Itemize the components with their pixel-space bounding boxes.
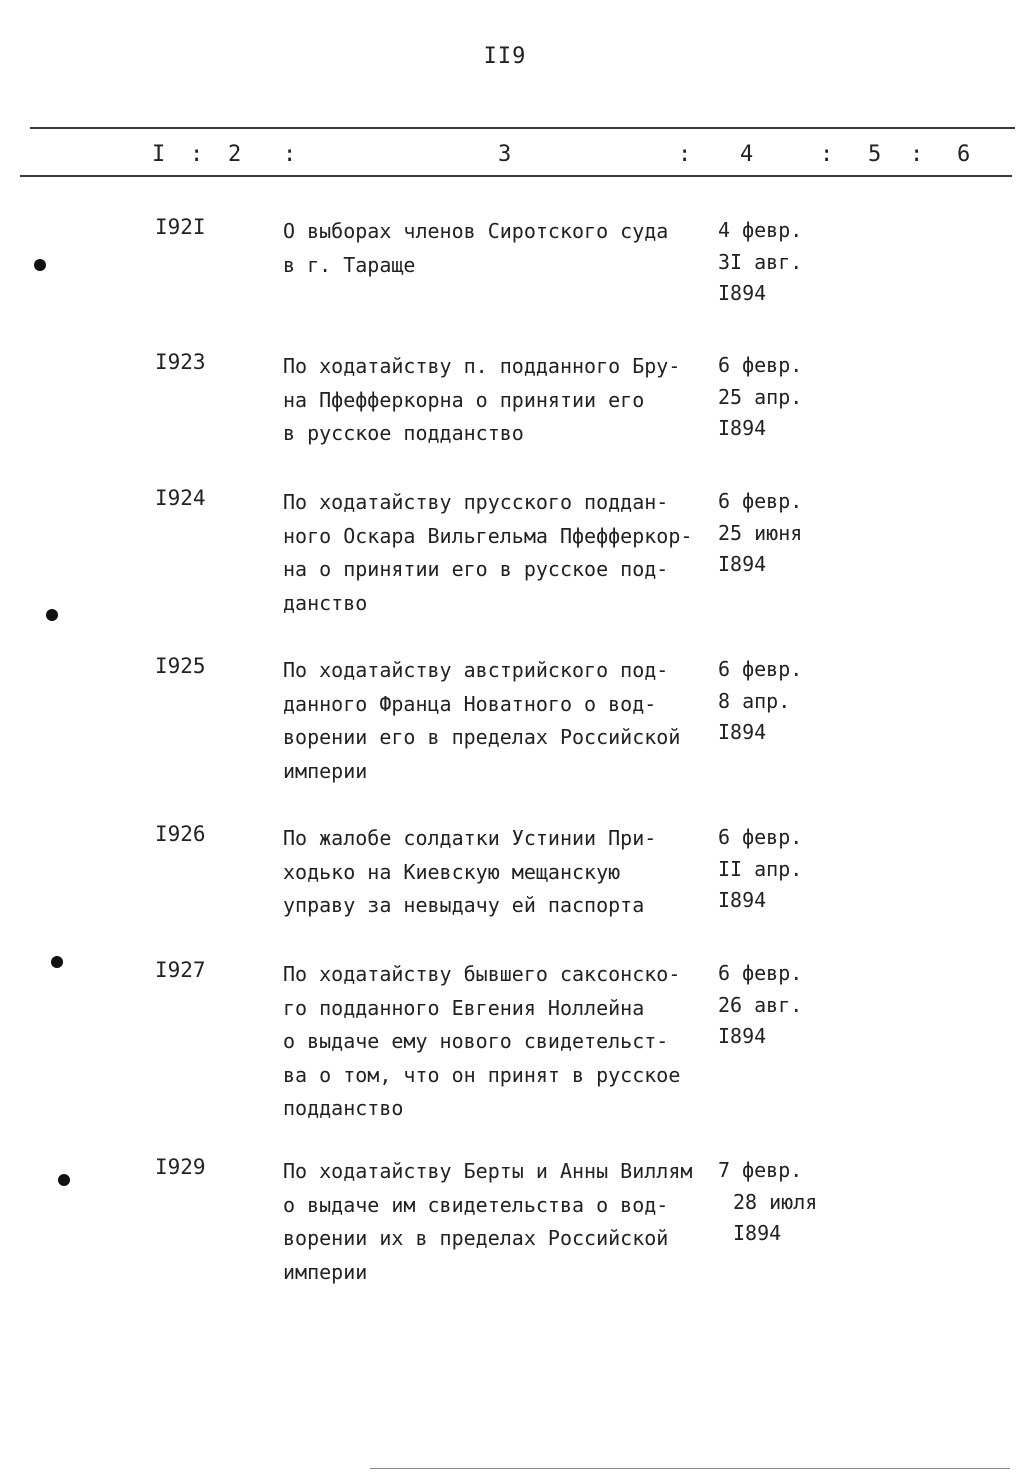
- entry-dates: [718, 486, 828, 581]
- entry-description: [283, 486, 723, 620]
- entry-dates: [718, 654, 828, 749]
- description-line: ворении их в пределах Российской: [283, 1226, 669, 1250]
- date-year: I894: [733, 1221, 782, 1245]
- date-end: 25 июня: [718, 520, 803, 545]
- entry-description: [283, 654, 723, 788]
- description-line: в русское подданство: [283, 421, 524, 445]
- entry-number: I927: [155, 958, 206, 982]
- description-line: По ходатайству австрийского под-: [283, 658, 669, 682]
- header-col-2: 2: [228, 142, 242, 167]
- header-col-6: 6: [957, 142, 971, 167]
- date-year: I894: [718, 1024, 767, 1048]
- date-start: 6 февр.: [718, 961, 803, 985]
- punch-hole: [51, 956, 63, 968]
- description-line: управу за невыдачу ей паспорта: [283, 893, 645, 917]
- date-start: 6 февр.: [718, 657, 803, 681]
- date-year: I894: [718, 888, 767, 912]
- date-end: 26 авг.: [718, 992, 803, 1017]
- description-line: По ходатайству бывшего саксонско-: [283, 962, 681, 986]
- description-line: ного Оскара Вильгельма Пфефферкор-: [283, 523, 693, 548]
- date-start: 6 февр.: [718, 825, 803, 849]
- date-start: 6 февр.: [718, 353, 803, 377]
- entry-number: I925: [155, 654, 206, 678]
- description-line: ходько на Киевскую мещанскую: [283, 859, 621, 884]
- header-sep: :: [190, 142, 204, 167]
- entry-number: I924: [155, 486, 206, 510]
- description-line: империи: [283, 758, 368, 783]
- entry-description: [283, 1155, 723, 1289]
- header-sep: :: [820, 142, 834, 167]
- entry-dates: [718, 350, 828, 445]
- date-end: 8 апр.: [718, 688, 791, 713]
- description-line: империи: [283, 1259, 368, 1284]
- entry-dates: [718, 1155, 843, 1250]
- description-line: на о принятии его в русское под-: [283, 557, 669, 581]
- entry-dates: [718, 215, 828, 310]
- date-year: I894: [718, 281, 767, 305]
- punch-hole: [58, 1174, 70, 1186]
- date-year: I894: [718, 416, 767, 440]
- entry-description: [283, 958, 723, 1126]
- date-year: I894: [718, 720, 767, 744]
- description-line: ва о том, что он принят в русское: [283, 1062, 681, 1087]
- description-line: ворении его в пределах Российской: [283, 725, 681, 749]
- date-end: 28 июля: [733, 1189, 818, 1214]
- description-line: о выдаче ему нового свидетельст-: [283, 1029, 669, 1053]
- description-line: в г. Тараще: [283, 252, 416, 277]
- date-year: I894: [718, 552, 767, 576]
- header-col-5: 5: [868, 142, 882, 167]
- header-col-1: I: [152, 142, 166, 167]
- description-line: По ходатайству п. подданного Бру-: [283, 354, 681, 378]
- description-line: По ходатайству прусского поддан-: [283, 490, 669, 514]
- description-line: на Пфефферкорна о принятии его: [283, 387, 645, 412]
- header-sep: :: [910, 142, 924, 167]
- punch-hole: [34, 259, 46, 271]
- punch-hole: [46, 609, 58, 621]
- date-start: 7 февр.: [718, 1158, 803, 1182]
- bottom-edge-rule: [370, 1468, 1010, 1469]
- entry-number: I929: [155, 1155, 206, 1179]
- description-line: По ходатайству Берты и Анны Виллям: [283, 1159, 693, 1183]
- entry-dates: [718, 822, 828, 917]
- entry-number: I923: [155, 350, 206, 374]
- date-start: 6 февр.: [718, 489, 803, 513]
- description-line: По жалобе солдатки Устинии При-: [283, 826, 657, 850]
- date-end: 25 апр.: [718, 384, 803, 409]
- header-sep: :: [283, 142, 297, 167]
- header-sep: :: [678, 142, 692, 167]
- header-col-4: 4: [740, 142, 754, 167]
- description-line: го подданного Евгения Ноллейна: [283, 995, 645, 1020]
- entry-number: I92I: [155, 215, 206, 239]
- page-number: II9: [483, 44, 527, 69]
- entry-number: I926: [155, 822, 206, 846]
- header-col-3: 3: [498, 142, 512, 167]
- entry-description: [283, 822, 723, 923]
- description-line: подданство: [283, 1096, 404, 1120]
- date-end: II апр.: [718, 856, 803, 881]
- header-top-rule: [30, 127, 1015, 129]
- description-line: О выборах членов Сиротского суда: [283, 219, 669, 243]
- entry-description: [283, 215, 723, 282]
- entry-description: [283, 350, 723, 451]
- description-line: данство: [283, 590, 368, 615]
- entry-dates: [718, 958, 828, 1053]
- date-end: 3I авг.: [718, 249, 803, 274]
- date-start: 4 февр.: [718, 218, 803, 242]
- header-bottom-rule: [20, 175, 1012, 177]
- description-line: о выдаче им свидетельства о вод-: [283, 1192, 669, 1217]
- description-line: данного Франца Новатного о вод-: [283, 691, 657, 716]
